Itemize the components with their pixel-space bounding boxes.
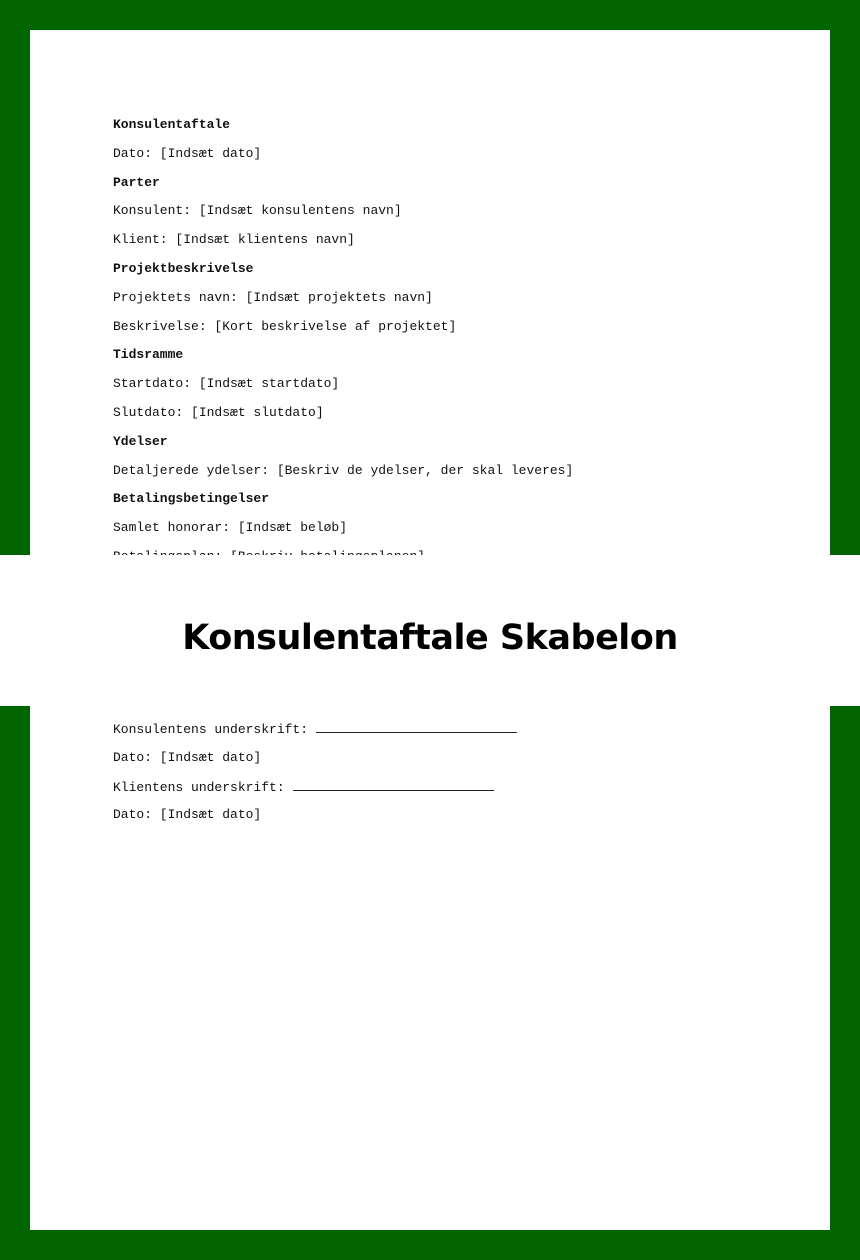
project-name-line: Projektets navn: [Indsæt projektets navn] bbox=[113, 289, 433, 305]
services-line: Detaljerede ydelser: [Beskriv de ydelser, der skal leveres] bbox=[113, 462, 574, 478]
document-title: Konsulentaftale bbox=[113, 117, 231, 132]
consultant-line: Konsulent: [Indsæt konsulentens navn] bbox=[113, 203, 402, 219]
section-heading-project: Projektbeskrivelse bbox=[113, 260, 254, 276]
section-heading-parties: Parter bbox=[113, 174, 160, 190]
client-signature-date: Dato: [Indsæt dato] bbox=[113, 807, 262, 823]
document-body-top bbox=[113, 117, 813, 555]
consultant-signature-row bbox=[113, 721, 813, 736]
client-signature-row bbox=[113, 779, 813, 794]
client-signature-label: Klientens underskrift: bbox=[113, 779, 285, 795]
section-heading-timeframe: Tidsramme bbox=[113, 347, 184, 363]
section-heading-payment: Betalingsbetingelser bbox=[113, 491, 270, 507]
client-line: Klient: [Indsæt klientens navn] bbox=[113, 232, 355, 248]
start-date-line: Startdato: [Indsæt startdato] bbox=[113, 376, 340, 392]
client-signature-field bbox=[293, 779, 494, 791]
signature-section bbox=[113, 721, 813, 836]
consultant-signature-date: Dato: [Indsæt dato] bbox=[113, 749, 262, 765]
section-heading-services: Ydelser bbox=[113, 433, 168, 449]
title-banner bbox=[0, 555, 860, 706]
banner-title: Konsulentaftale Skabelon bbox=[182, 617, 678, 658]
project-description-line: Beskrivelse: [Kort beskrivelse af projektet] bbox=[113, 318, 457, 334]
total-fee-line: Samlet honorar: [Indsæt beløb] bbox=[113, 520, 348, 536]
date-line: Dato: [Indsæt dato] bbox=[113, 145, 262, 161]
end-date-line: Slutdato: [Indsæt slutdato] bbox=[113, 404, 324, 420]
consultant-signature-label: Konsulentens underskrift: bbox=[113, 722, 309, 737]
consultant-signature-field bbox=[316, 721, 517, 733]
